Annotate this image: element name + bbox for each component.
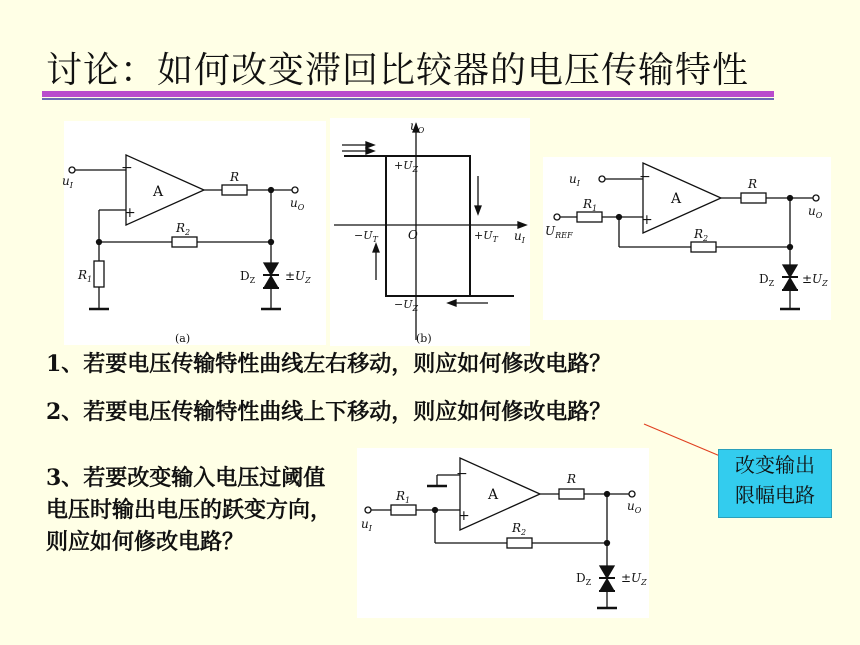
svg-text:+: +: [641, 212, 653, 228]
svg-text:−UT: $-U_T$: [354, 229, 378, 244]
question-2: 2、若要电压传输特性曲线上下移动，则应如何修改电路？: [46, 399, 612, 425]
callout-pointer: [640, 420, 730, 460]
hysteresis-lower: [386, 156, 514, 296]
svg-text:R2: $R_2$: [176, 221, 191, 237]
svg-text:R1: $R_1$: [78, 268, 93, 284]
svg-text:(a): (a): [175, 332, 191, 345]
callout-box: [718, 449, 832, 518]
svg-text:+: +: [124, 205, 136, 221]
callout-line-2: 限幅电路: [735, 483, 815, 507]
svg-text:UREF: $U_{REF}$: [545, 224, 573, 240]
transfer-characteristic-figure: [330, 118, 530, 346]
svg-text:R1: $R_1$: [396, 489, 411, 505]
opamp: [643, 163, 721, 233]
svg-text:−: −: [639, 169, 651, 185]
input-terminal: [69, 167, 75, 173]
svg-text:−: −: [121, 160, 133, 176]
svg-text:uO: $u_O$: [410, 119, 425, 135]
input-label: $u_I$: [62, 174, 73, 190]
svg-text:−: −: [456, 466, 468, 482]
opamp: [460, 458, 540, 530]
svg-text:DZ: $D_Z$: [759, 272, 775, 288]
resistor-r1: [94, 261, 104, 287]
svg-text:R: R: [567, 472, 577, 486]
hysteresis-upper: [344, 156, 470, 296]
svg-text:±UZ: $\pm U_Z$: [802, 272, 828, 288]
title-underline: [42, 91, 774, 97]
svg-text:±UZ: $\pm U_Z$: [621, 571, 647, 587]
svg-text:DZ: $D_Z$: [576, 571, 592, 587]
svg-text:uI: $u_I$: [514, 229, 525, 245]
output-terminal: [292, 187, 298, 193]
svg-text:uI: $u_I$: [569, 172, 580, 188]
svg-text:+: +: [458, 508, 470, 524]
svg-text:uO: $u_O$: [808, 204, 823, 220]
svg-text:R: R: [748, 177, 758, 191]
svg-text:R2: $R_2$: [512, 521, 527, 537]
svg-text:DZ: $D_Z$: [240, 269, 256, 285]
svg-text:+UT: $+U_T$: [474, 229, 498, 244]
title-underline-secondary: [42, 98, 774, 100]
circuit-ref-figure: [543, 157, 831, 320]
svg-text:−UZ: $-U_Z$: [394, 298, 419, 313]
svg-text:A: A: [671, 191, 682, 207]
svg-text:A: A: [488, 487, 499, 503]
question-1: 1、若要电压传输特性曲线左右移动，则应如何修改电路？: [46, 351, 612, 377]
svg-text:uO: $u_O$: [290, 196, 305, 212]
svg-text:A: A: [153, 184, 164, 200]
slide-title: 讨论：如何改变滞回比较器的电压传输特性: [46, 50, 750, 91]
svg-text:(b): (b): [416, 332, 432, 345]
resistor-r: [222, 185, 247, 195]
question-3: 3、若要改变输入电压过阈值电压时输出电压的跃变方向，则应如何修改电路？: [46, 465, 333, 555]
opamp: [126, 155, 204, 225]
svg-text:±UZ: $\pm U_Z$: [285, 269, 311, 285]
callout-line-1: 改变输出: [735, 453, 815, 477]
svg-text:R: R: [230, 170, 240, 184]
resistor-r2: [172, 237, 197, 247]
svg-text:uI: $u_I$: [361, 517, 372, 533]
svg-text:uO: $u_O$: [627, 499, 642, 515]
circuit-c-figure: [357, 448, 649, 618]
svg-text:R1: $R_1$: [583, 197, 598, 213]
circuit-a-figure: [64, 121, 326, 345]
svg-text:+UZ: $+U_Z$: [394, 159, 419, 174]
svg-text:R2: $R_2$: [694, 227, 709, 243]
svg-text:O: O: [408, 228, 418, 242]
